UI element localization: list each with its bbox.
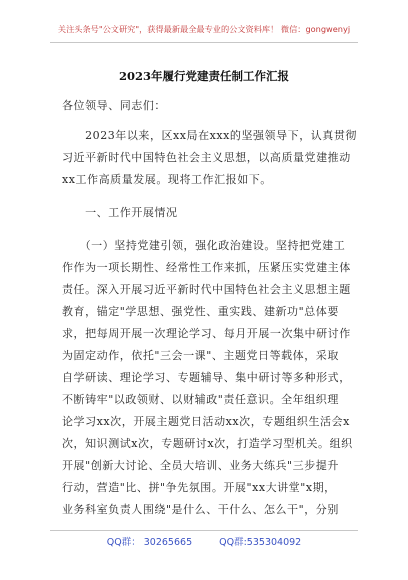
body-line: 2023年以来，区xx局在xxx的坚强领导下，认真贯彻 (62, 129, 357, 142)
body-line: 责任。深入开展习近平新时代中国特色社会主义思想主题 (62, 283, 351, 296)
body-line: 自学研读、理论学习、专题辅导、集中研讨等多种形式， (62, 371, 351, 384)
body-line: 开展"创新大讨论、全员大培训、业务大练兵"三步提升 (62, 459, 339, 472)
section-heading: 一、工作开展情况 (62, 206, 178, 219)
body-line: 求，把每周开展一次理论学习、每月开展一次集中研讨作 (62, 327, 351, 340)
body-line: 论学习xx次，开展主题党日活动xx次，专题组织生活会x (62, 415, 350, 428)
body-line: 作作为一项长期性、经常性工作来抓，压紧压实党建主体 (62, 261, 351, 274)
header-divider (50, 42, 358, 43)
body-line: 习近平新时代中国特色社会主义思想，以高质量党建推动 (62, 151, 351, 164)
salutation-line: 各位领导、同志们： (62, 99, 166, 112)
body-line: 次，知识测试x次，专题研讨x次，打造学习型机关。组织 (62, 437, 353, 450)
header-banner: 关注头条号"公文研究"，获得最新最全最专业的公文资料库！ 微信：gongwenyj (57, 24, 351, 34)
body-line: 为固定动作，依托"三会一课"、主题党日等载体，采取 (62, 349, 339, 362)
qq-group-2: QQ群:535304092 (219, 537, 302, 548)
body-line: 行动，营造"比、拼"争先氛围。开展"xx大讲堂"x期， (62, 481, 336, 494)
body-line: 业务科室负责人围绕"是什么、干什么、怎么干"，分别 (62, 503, 339, 516)
body-line: 教育，锚定"学思想、强党性、重实践、建新功"总体要 (62, 305, 339, 318)
body-line: （一）坚持党建引领，强化政治建设。坚持把党建工 (62, 239, 346, 252)
body-line: 不断铸牢"以政领财、以财辅政"责任意识。全年组织理 (62, 393, 339, 406)
document-title: 2023年履行党建责任制工作汇报 (118, 69, 289, 83)
footer (0, 534, 408, 548)
footer-divider (50, 530, 358, 531)
body-line: xx工作高质量发展。现将工作汇报如下。 (62, 173, 272, 186)
qq-group-1: QQ群： 30265665 (106, 537, 193, 548)
